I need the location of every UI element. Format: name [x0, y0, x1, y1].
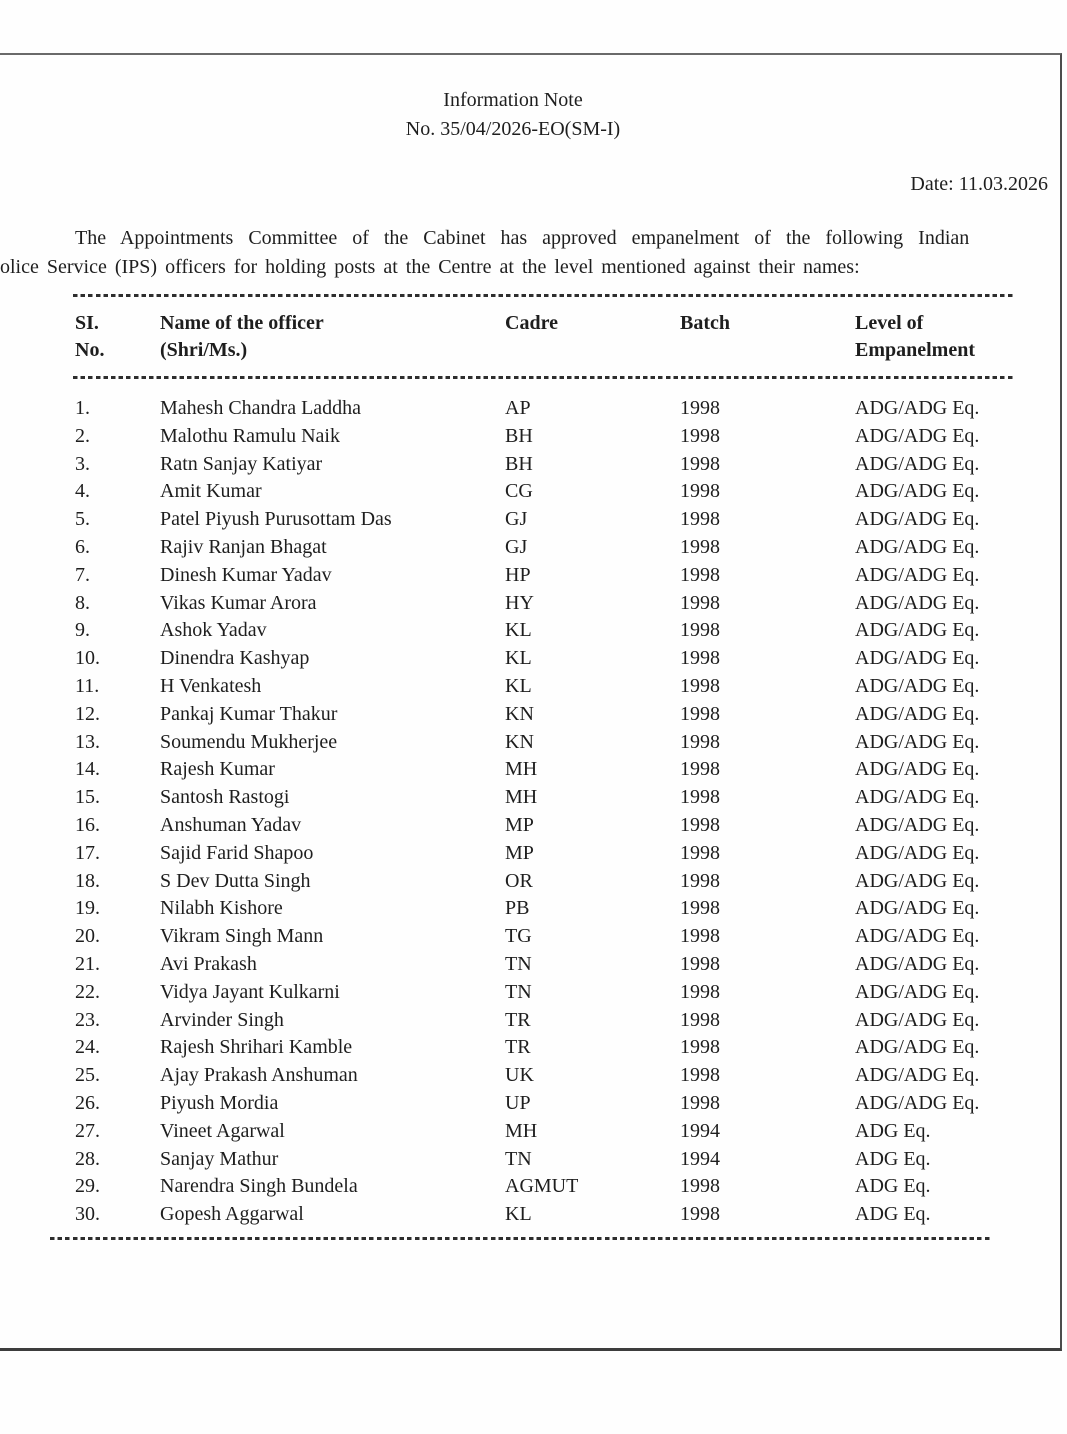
cell-level: ADG/ADG Eq.: [855, 702, 980, 725]
cell-level: ADG/ADG Eq.: [855, 647, 980, 670]
cell-batch: 1998: [680, 869, 720, 892]
cell-cadre: PB: [505, 897, 530, 920]
cell-name: S Dev Dutta Singh: [160, 869, 311, 892]
cell-name: Amit Kumar: [160, 480, 262, 503]
cell-name: Patel Piyush Purusottam Das: [160, 508, 392, 531]
cell-name: Rajiv Ranjan Bhagat: [160, 535, 327, 558]
header-name-line2: (Shri/Ms.): [160, 339, 248, 361]
cell-no: 18.: [75, 869, 100, 892]
cell-cadre: MH: [505, 786, 538, 809]
header-name-line1: Name of the officer: [160, 312, 324, 334]
table-row: [75, 1201, 1060, 1229]
cell-name: Malothu Ramulu Naik: [160, 424, 340, 447]
cell-batch: 1998: [680, 563, 720, 586]
cell-no: 12.: [75, 702, 100, 725]
cell-batch: 1998: [680, 591, 720, 614]
cell-name: Anshuman Yadav: [160, 813, 302, 836]
intro-paragraph-line-1: The Appointments Committee of the Cabinet has approved empanelment of the following Indian: [75, 227, 970, 249]
cell-cadre: KN: [505, 730, 534, 753]
cell-batch: 1998: [680, 730, 720, 753]
cell-no: 29.: [75, 1175, 100, 1198]
cell-cadre: KL: [505, 1203, 532, 1226]
table-row: [75, 895, 1060, 923]
cell-no: 1.: [75, 397, 90, 419]
header-batch: Batch: [680, 312, 730, 334]
cell-level: ADG/ADG Eq.: [855, 925, 980, 948]
cell-no: 22.: [75, 980, 100, 1003]
cell-cadre: AP: [505, 397, 531, 419]
table-row: [75, 923, 1060, 951]
cell-level: ADG/ADG Eq.: [855, 841, 980, 864]
cell-no: 13.: [75, 730, 100, 753]
cell-cadre: GJ: [505, 535, 528, 558]
cell-cadre: HP: [505, 563, 531, 586]
table-row: [75, 1146, 1060, 1174]
table-row: [75, 812, 1060, 840]
cell-level: ADG/ADG Eq.: [855, 619, 980, 642]
cell-cadre: KN: [505, 702, 534, 725]
cell-batch: 1998: [680, 397, 720, 419]
cell-no: 7.: [75, 563, 90, 586]
cell-no: 9.: [75, 619, 90, 642]
cell-level: ADG/ADG Eq.: [855, 980, 980, 1003]
cell-name: Vikas Kumar Arora: [160, 591, 317, 614]
header-cadre: Cadre: [505, 312, 558, 334]
cell-batch: 1998: [680, 480, 720, 503]
officer-table-body: [75, 395, 1060, 1229]
cell-level: ADG/ADG Eq.: [855, 897, 980, 920]
cell-batch: 1998: [680, 1175, 720, 1198]
cell-cadre: KL: [505, 619, 532, 642]
cell-batch: 1994: [680, 1147, 720, 1170]
cell-level: ADG Eq.: [855, 1119, 931, 1142]
cell-name: Nilabh Kishore: [160, 897, 283, 920]
cell-name: Pankaj Kumar Thakur: [160, 702, 338, 725]
cell-no: 27.: [75, 1119, 100, 1142]
cell-no: 5.: [75, 508, 90, 531]
document-header: [0, 86, 1043, 144]
cell-level: ADG/ADG Eq.: [855, 1036, 980, 1059]
cell-level: ADG/ADG Eq.: [855, 508, 980, 531]
cell-level: ADG Eq.: [855, 1203, 931, 1226]
table-row: [75, 1090, 1060, 1118]
cell-level: ADG/ADG Eq.: [855, 730, 980, 753]
table-row: [75, 840, 1060, 868]
header-sl-line2: No.: [75, 339, 105, 361]
cell-level: ADG/ADG Eq.: [855, 1091, 980, 1114]
cell-batch: 1998: [680, 1008, 720, 1031]
cell-no: 19.: [75, 897, 100, 920]
cell-name: Vineet Agarwal: [160, 1119, 285, 1142]
dashed-divider-header: [73, 376, 1013, 379]
cell-cadre: UK: [505, 1064, 534, 1087]
cell-batch: 1998: [680, 925, 720, 948]
dashed-divider-top: [73, 294, 1013, 297]
cell-no: 20.: [75, 925, 100, 948]
cell-batch: 1998: [680, 508, 720, 531]
cell-level: ADG/ADG Eq.: [855, 535, 980, 558]
cell-batch: 1998: [680, 1064, 720, 1087]
cell-name: Ratn Sanjay Katiyar: [160, 452, 323, 475]
cell-batch: 1998: [680, 952, 720, 975]
header-level-line2: Empanelment: [855, 339, 975, 361]
document-title: Information Note: [443, 89, 583, 111]
table-row: [75, 701, 1060, 729]
cell-cadre: TN: [505, 952, 532, 975]
cell-no: 4.: [75, 480, 90, 503]
cell-cadre: GJ: [505, 508, 528, 531]
table-row: [75, 617, 1060, 645]
cell-level: ADG/ADG Eq.: [855, 480, 980, 503]
table-row: [75, 784, 1060, 812]
cell-level: ADG/ADG Eq.: [855, 424, 980, 447]
cell-level: ADG/ADG Eq.: [855, 952, 980, 975]
cell-name: Ashok Yadav: [160, 619, 267, 642]
table-row: [75, 1007, 1060, 1035]
cell-name: Sajid Farid Shapoo: [160, 841, 314, 864]
cell-batch: 1998: [680, 674, 720, 697]
cell-no: 23.: [75, 1008, 100, 1031]
cell-level: ADG/ADG Eq.: [855, 1064, 980, 1087]
cell-level: ADG/ADG Eq.: [855, 813, 980, 836]
table-row: [75, 1034, 1060, 1062]
date-line: Date: 11.03.2026: [910, 173, 1048, 195]
table-row: [75, 979, 1060, 1007]
cell-name: Soumendu Mukherjee: [160, 730, 338, 753]
reference-number: No. 35/04/2026-EO(SM-I): [405, 118, 621, 140]
table-row: [75, 395, 1060, 423]
dashed-divider-bottom: [50, 1237, 990, 1240]
header-name: [160, 310, 505, 364]
cell-batch: 1998: [680, 702, 720, 725]
table-row: [75, 951, 1060, 979]
cell-name: Gopesh Aggarwal: [160, 1203, 304, 1226]
cell-cadre: OR: [505, 869, 533, 892]
cell-batch: 1998: [680, 647, 720, 670]
table-row: [75, 478, 1060, 506]
cell-no: 25.: [75, 1064, 100, 1087]
header-level-line1: Level of: [855, 312, 924, 334]
cell-batch: 1998: [680, 980, 720, 1003]
cell-cadre: TR: [505, 1008, 531, 1031]
cell-level: ADG/ADG Eq.: [855, 786, 980, 809]
cell-name: Dinendra Kashyap: [160, 647, 310, 670]
cell-no: 3.: [75, 452, 90, 475]
cell-no: 8.: [75, 591, 90, 614]
cell-level: ADG Eq.: [855, 1147, 931, 1170]
cell-cadre: HY: [505, 591, 534, 614]
cell-name: Dinesh Kumar Yadav: [160, 563, 332, 586]
cell-no: 10.: [75, 647, 100, 670]
cell-batch: 1998: [680, 897, 720, 920]
cell-cadre: TN: [505, 1147, 532, 1170]
header-sl-no: [75, 310, 160, 364]
table-row: [75, 1173, 1060, 1201]
cell-no: 26.: [75, 1091, 100, 1114]
cell-name: Piyush Mordia: [160, 1091, 279, 1114]
cell-name: Rajesh Shrihari Kamble: [160, 1036, 353, 1059]
cell-batch: 1998: [680, 424, 720, 447]
cell-batch: 1998: [680, 786, 720, 809]
table-row: [75, 673, 1060, 701]
table-row: [75, 1118, 1060, 1146]
cell-cadre: KL: [505, 647, 532, 670]
table-row: [75, 451, 1060, 479]
table-row: [75, 868, 1060, 896]
cell-cadre: BH: [505, 424, 533, 447]
cell-no: 28.: [75, 1147, 100, 1170]
cell-cadre: AGMUT: [505, 1175, 579, 1198]
cell-cadre: MH: [505, 1119, 538, 1142]
cell-batch: 1998: [680, 1203, 720, 1226]
page-sheet: [0, 53, 1062, 1351]
cell-level: ADG/ADG Eq.: [855, 563, 980, 586]
cell-no: 21.: [75, 952, 100, 975]
table-row: [75, 645, 1060, 673]
cell-batch: 1998: [680, 535, 720, 558]
cell-cadre: CG: [505, 480, 533, 503]
cell-name: Narendra Singh Bundela: [160, 1175, 358, 1198]
table-row: [75, 506, 1060, 534]
table-row: [75, 590, 1060, 618]
table-row: [75, 562, 1060, 590]
cell-cadre: TG: [505, 925, 532, 948]
table-row: [75, 534, 1060, 562]
cell-level: ADG/ADG Eq.: [855, 591, 980, 614]
cell-cadre: MP: [505, 841, 534, 864]
table-row: [75, 729, 1060, 757]
cell-no: 24.: [75, 1036, 100, 1059]
cell-cadre: BH: [505, 452, 533, 475]
cell-batch: 1998: [680, 813, 720, 836]
cell-name: Rajesh Kumar: [160, 758, 275, 781]
table-row: [75, 1062, 1060, 1090]
cell-no: 30.: [75, 1203, 100, 1226]
cell-name: Mahesh Chandra Laddha: [160, 397, 362, 419]
cell-batch: 1998: [680, 841, 720, 864]
cell-level: ADG/ADG Eq.: [855, 452, 980, 475]
cell-name: Ajay Prakash Anshuman: [160, 1064, 358, 1087]
cell-no: 6.: [75, 535, 90, 558]
cell-level: ADG/ADG Eq.: [855, 758, 980, 781]
header-level: [855, 310, 1060, 364]
cell-name: Avi Prakash: [160, 952, 257, 975]
cell-batch: 1998: [680, 1091, 720, 1114]
cell-cadre: MP: [505, 813, 534, 836]
cell-level: ADG/ADG Eq.: [855, 674, 980, 697]
cell-level: ADG Eq.: [855, 1175, 931, 1198]
cell-no: 15.: [75, 786, 100, 809]
cell-batch: 1998: [680, 452, 720, 475]
cell-level: ADG/ADG Eq.: [855, 1008, 980, 1031]
cell-no: 16.: [75, 813, 100, 836]
intro-paragraph-line-2: olice Service (IPS) officers for holding posts at the Centre at the level mentioned against their names:: [0, 256, 860, 278]
table-row: [75, 423, 1060, 451]
cell-batch: 1998: [680, 619, 720, 642]
cell-cadre: KL: [505, 674, 532, 697]
cell-level: ADG/ADG Eq.: [855, 869, 980, 892]
cell-name: Arvinder Singh: [160, 1008, 284, 1031]
cell-batch: 1994: [680, 1119, 720, 1142]
table-header-row: [75, 310, 1060, 364]
cell-no: 11.: [75, 674, 100, 697]
cell-name: Santosh Rastogi: [160, 786, 290, 809]
cell-cadre: TN: [505, 980, 532, 1003]
cell-name: Vidya Jayant Kulkarni: [160, 980, 340, 1003]
cell-cadre: UP: [505, 1091, 531, 1114]
cell-no: 14.: [75, 758, 100, 781]
intro-paragraph: [0, 224, 1060, 282]
cell-name: Vikram Singh Mann: [160, 925, 324, 948]
cell-name: H Venkatesh: [160, 674, 262, 697]
cell-name: Sanjay Mathur: [160, 1147, 279, 1170]
cell-no: 2.: [75, 424, 90, 447]
cell-no: 17.: [75, 841, 100, 864]
cell-cadre: MH: [505, 758, 538, 781]
table-row: [75, 756, 1060, 784]
cell-batch: 1998: [680, 758, 720, 781]
cell-cadre: TR: [505, 1036, 531, 1059]
cell-batch: 1998: [680, 1036, 720, 1059]
header-sl-line1: SI.: [75, 312, 99, 334]
cell-level: ADG/ADG Eq.: [855, 397, 980, 419]
